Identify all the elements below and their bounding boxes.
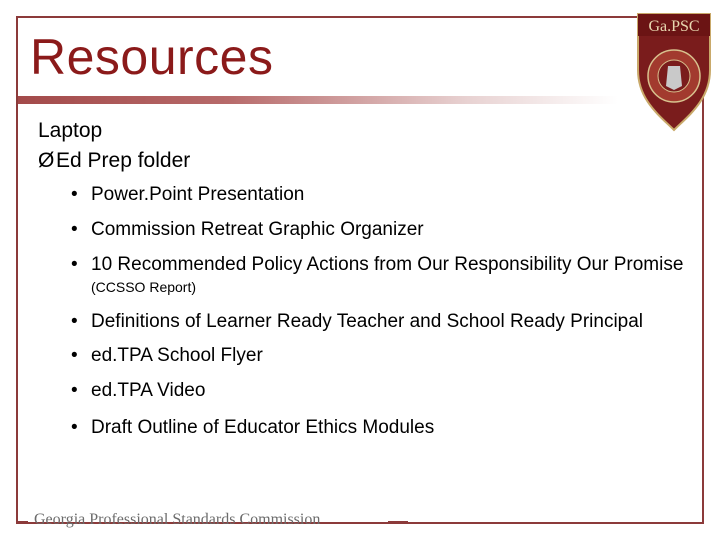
- subheading-folder: [38, 148, 691, 174]
- list-item: [38, 345, 691, 367]
- list-item: [38, 380, 691, 402]
- arrow-bullet-icon: Ø: [38, 149, 55, 172]
- bullet-icon: •: [71, 345, 78, 366]
- slide-content: [38, 118, 691, 439]
- subheading-text: Ed Prep folder: [56, 149, 191, 172]
- list-item-text: ed.TPA School Flyer: [91, 345, 263, 366]
- footer-rule-right: [388, 521, 408, 523]
- logo-text: Ga.PSC: [648, 18, 700, 35]
- footer-organization: Georgia Professional Standards Commission: [34, 511, 321, 528]
- list-item: [38, 254, 691, 298]
- bullet-icon: •: [71, 254, 78, 275]
- bullet-icon: •: [71, 380, 78, 401]
- heading-laptop: Laptop: [38, 119, 103, 142]
- resource-list: [38, 184, 691, 439]
- slide-title: Resources: [30, 29, 274, 85]
- list-item-text: Definitions of Learner Ready Teacher and School Ready Principal: [91, 311, 644, 332]
- list-item: [38, 417, 691, 439]
- list-item: [38, 184, 691, 206]
- footer-rule-left: [18, 521, 28, 523]
- list-item: [38, 311, 691, 333]
- bullet-icon: •: [71, 311, 78, 332]
- list-item-text: 10 Recommended Policy Actions from Our Responsibility Our Promise: [91, 254, 684, 275]
- bullet-icon: •: [71, 417, 78, 438]
- gapsc-shield-icon: [636, 12, 712, 132]
- list-item-text: Power.Point Presentation: [91, 184, 305, 205]
- bullet-icon: •: [71, 184, 78, 205]
- list-item-note: (CCSSO Report): [91, 279, 197, 295]
- list-item-text: Draft Outline of Educator Ethics Modules: [91, 417, 435, 438]
- title-underline: [18, 96, 618, 104]
- list-item-text: Commission Retreat Graphic Organizer: [91, 219, 424, 240]
- list-item: [38, 219, 691, 241]
- bullet-icon: •: [71, 219, 78, 240]
- list-item-text: ed.TPA Video: [91, 380, 206, 401]
